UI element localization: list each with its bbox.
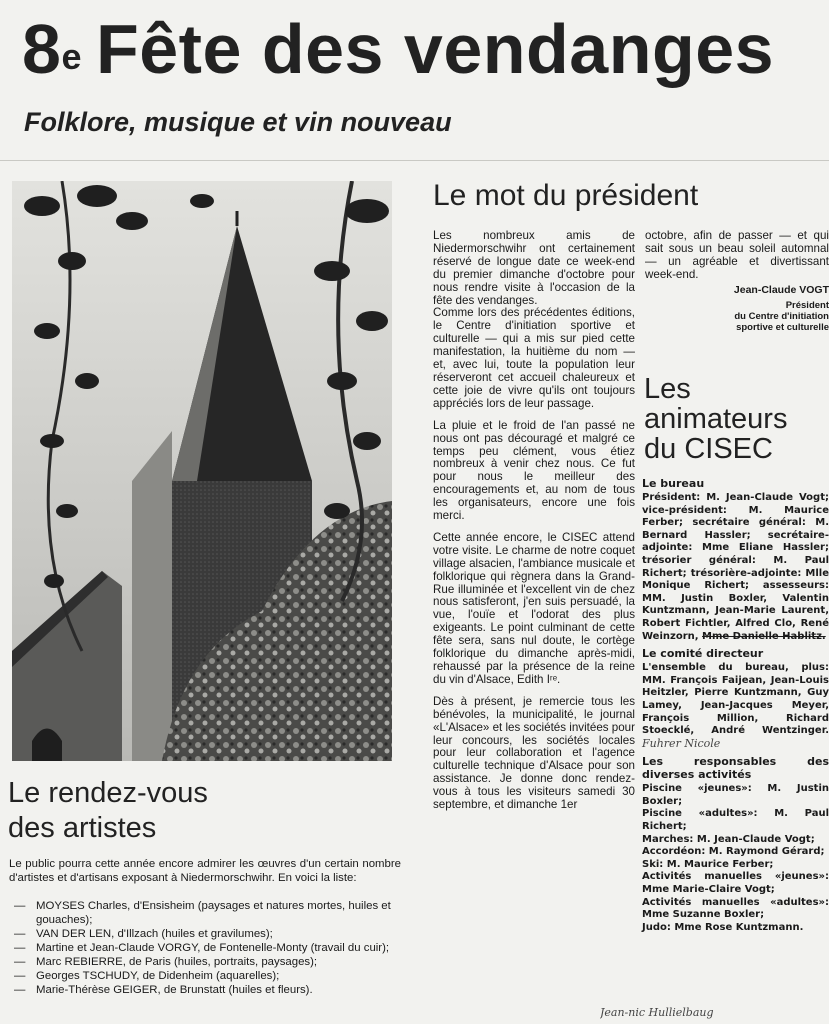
comite-members: L'ensemble du bureau, plus: MM. François Faijean, Jean-Louis Heitzler, Pierre Kuntzmann, Guy Lamey, Jean-Jacques Meyer, François Million, Richard Stoecklé, André Wentzinger. (642, 662, 829, 737)
president-column-1 (433, 230, 635, 821)
bureau-text (642, 492, 829, 643)
president-role (645, 300, 829, 333)
president-paragraph: Les nombreux amis de Niedermorschwihr ont certainement réservé de longue date ce week-end du premier dimanche d'octobre pour nous rendre visite à l'occasion de la fête des vendanges. (433, 229, 635, 307)
responsable-line: Piscine «jeunes»: M. Justin Boxler; (642, 783, 829, 807)
president-column-2 (645, 230, 829, 333)
responsable-line: Activités manuelles «jeunes»: Mme Marie-Claire Vogt; (642, 871, 829, 896)
bureau-heading: Le bureau (642, 477, 705, 490)
bureau-struck-member: Mme Danielle Hablitz. (702, 630, 826, 642)
bottom-handwritten-note: Jean-nic Hullielbaug (600, 1006, 714, 1019)
animateurs-title-line: du CISEC (644, 433, 773, 465)
artist-list-item: — Georges TSCHUDY, de Didenheim (aquarelles); (9, 969, 409, 983)
responsable-line: Judo: Mme Rose Kuntzmann. (642, 921, 804, 933)
artist-list-item: — Marie-Thérèse GEIGER, de Brunstatt (huiles et fleurs). (9, 983, 409, 997)
responsable-line: Activités manuelles «adultes»: Mme Suzanne Boxler; (642, 896, 829, 921)
artist-list-item: — MOYSES Charles, d'Ensisheim (paysages et natures mortes, huiles et gouaches); (9, 899, 409, 927)
president-paragraph: Cette année encore, le CISEC attend votre visite. Le charme de notre coquet village alsacien, l'ambiance musicale et folklorique qui règnera dans la Grand-Rue illuminée et l'excellent vin de chez nous satisferont, j'en suis persuadé, la vue, l'ouïe et l'odorat des plus exigeants. Le point culminant de cette fête sera, sans nul doute, le cortège folklorique du dimanche après-midi, rehaussé par la présence de la reine du vin d'Alsace, Edith Iʳᵉ. (433, 530, 635, 686)
rendezvous-title-line1: Le rendez-vous (8, 777, 208, 809)
president-role-line: Président (785, 299, 829, 311)
comite-heading: Le comité directeur (642, 647, 764, 661)
bureau-members: Président: M. Jean-Claude Vogt; vice-président: M. Maurice Ferber; secrétaire général: M. Bernard Hassler; secrétaire-adjointe: Mme Eliane Hassler; trésorier général: M. Paul Richert; trésorière-adjointe: Mlle Monique Richert; assesseurs: MM. Justin Boxler, Valentin Kuntzmann, Jean-Marie Laurent, Robert Fichtler, Alfred Clo, René Weinzorn, (642, 492, 829, 642)
president-paragraph: Dès à présent, je remercie tous les bénévoles, la municipalité, le journal «L'Alsace» et les sociétés invitées pour leur concours, les sociétés locales pour leur collaboration et l'agence culturelle technique d'Alsace pour son assistance. Je donne donc rendez-vous à tous les visiteurs samedi 30 septembre, et dimanche 1er (433, 694, 635, 812)
animateurs-title-line: Les (644, 373, 691, 405)
rendezvous-title (8, 776, 368, 846)
responsable-line: Piscine «adultes»: M. Paul Richert; (642, 808, 829, 833)
artist-list-item: — Martine et Jean-Claude VORGY, de Fontenelle-Monty (travail du cuir); (9, 941, 409, 955)
comite-text (642, 662, 829, 751)
president-paragraph: Comme lors des précédentes éditions, le Centre d'initiation sportive et culturelle — qui a mis sur pied cette manifestation, la huitième du nom — et, avec lui, toute la population leur réserveront cet accueil chaleureux et cette joie de vivre qu'ils ont toujours appréciés lors de leur passage. (433, 306, 635, 410)
president-paragraph: La pluie et le froid de l'an passé ne nous ont pas découragé et malgré ce temps peu clément, vous étiez nombreux à venir chez nous. Ce fut pour nous le meilleur des encouragements et, au nom de tous les organisateurs, encore une fois merci. (433, 418, 635, 523)
responsables-heading: Les responsables des diverses activités (642, 755, 829, 782)
subtitle: Folklore, musique et vin nouveau (24, 107, 452, 137)
president-paragraph: octobre, afin de passer — et qui sait sous un beau soleil automnal — un agréable et divertissant week-end. (645, 229, 829, 281)
church-tower-drawing (12, 181, 392, 761)
president-signature: Jean-Claude VOGT (733, 283, 829, 296)
president-title: Le mot du président (433, 179, 699, 212)
rendezvous-title-line2: des artistes (8, 812, 157, 844)
header-divider (0, 160, 829, 161)
artist-list-item: — VAN DER LEN, d'Illzach (huiles et gravilumes); (9, 927, 409, 941)
artist-list-item: — Marc REBIERRE, de Paris (huiles, portraits, paysages); (9, 955, 409, 969)
headline-text: Fête des vendanges (95, 10, 775, 88)
artist-list (9, 899, 409, 997)
animateurs-title (644, 374, 829, 464)
responsable-line: Ski: M. Maurice Ferber; (642, 858, 774, 870)
headline-ordinal: e (61, 36, 82, 77)
responsable-line: Accordéon: M. Raymond Gérard; (642, 846, 825, 858)
handwritten-addition: Fuhrer Nicole (642, 736, 721, 750)
animateurs-section (642, 477, 829, 934)
president-role-line: sportive et culturelle (736, 321, 829, 333)
church-tower-photo (12, 181, 392, 761)
animateurs-title-line: animateurs (644, 403, 788, 435)
president-role-line: du Centre d'initiation (734, 310, 829, 322)
responsable-line: Marches: M. Jean-Claude Vogt; (642, 833, 815, 845)
headline-number: 8 (22, 10, 62, 88)
headline (22, 4, 774, 94)
rendezvous-intro: Le public pourra cette année encore admirer les œuvres d'un certain nombre d'artistes et d'artisans exposant à Niedermorschwihr. En voici la liste: (9, 858, 401, 884)
